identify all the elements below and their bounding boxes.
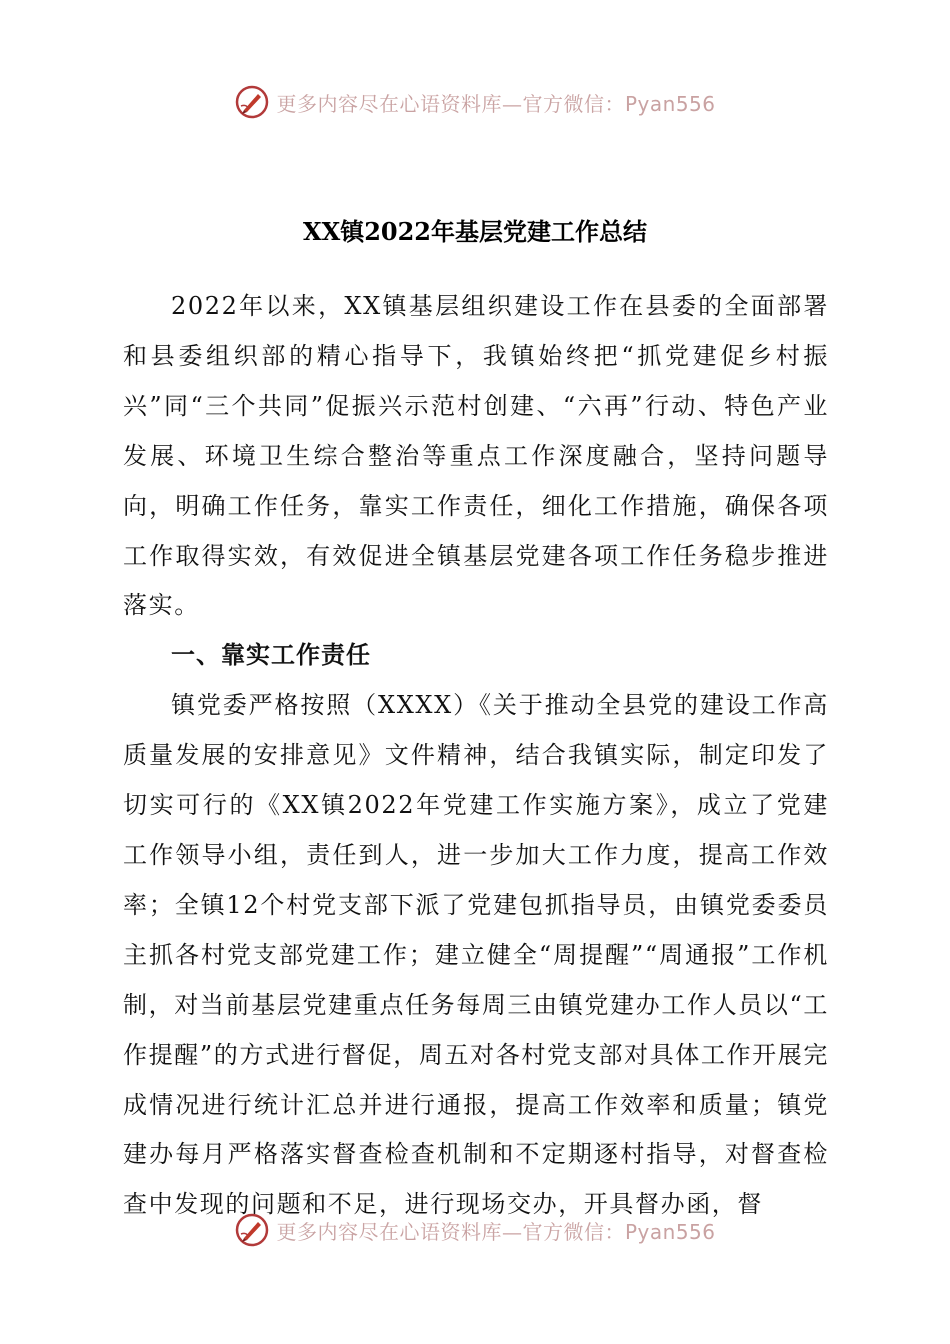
quill-pen-icon <box>234 84 270 120</box>
section-heading: 一、靠实工作责任 <box>171 641 371 670</box>
intro-paragraph: 2022年以来，XX镇基层组织建设工作在县委的全面部署和县委组织部的精心指导下，我镇始终把“抓党建促乡村振兴”同“三个共同”促振兴示范村创建、“六再”行动、特色产业发展、环境卫生综合整治等重点工作深度融合，坚持问题导向，明确工作任务，靠实工作责任，细化工作措施，确保各项工作取得实效，有效促进全镇基层党建各项工作任务稳步推进落实。 <box>123 292 829 620</box>
document-body <box>123 282 829 1230</box>
watermark-text: 更多内容尽在心语资料库—官方微信：Pyan556 <box>276 91 716 116</box>
wechat-id: Pyan556 <box>624 1219 716 1244</box>
wechat-id: Pyan556 <box>624 91 716 116</box>
header-watermark <box>0 84 950 120</box>
watermark-text: 更多内容尽在心语资料库—官方微信：Pyan556 <box>276 1219 716 1244</box>
section-paragraph: 镇党委严格按照（XXXX）《关于推动全县党的建设工作高质量发展的安排意见》文件精神，结合我镇实际，制定印发了切实可行的《XX镇2022年党建工作实施方案》，成立了党建工作领导小组，责任到人，进一步加大工作力度，提高工作效率；全镇12个村党支部下派了党建包抓指导员，由镇党委委员主抓各村党支部党建工作；建立健全“周提醒”“周通报”工作机制，对当前基层党建重点任务每周三由镇党建办工作人员以“工作提醒”的方式进行督促，周五对各村党支部对具体工作开展完成情况进行统计汇总并进行通报，提高工作效率和质量；镇党建办每月严格落实督查检查机制和不定期逐村指导，对督查检查中发现的问题和不足，进行现场交办，开具督办函，督 <box>123 691 829 1219</box>
document-title: XX镇2022年基层党建工作总结 <box>302 217 648 246</box>
footer-watermark <box>0 1212 950 1248</box>
quill-pen-icon <box>234 1212 270 1248</box>
